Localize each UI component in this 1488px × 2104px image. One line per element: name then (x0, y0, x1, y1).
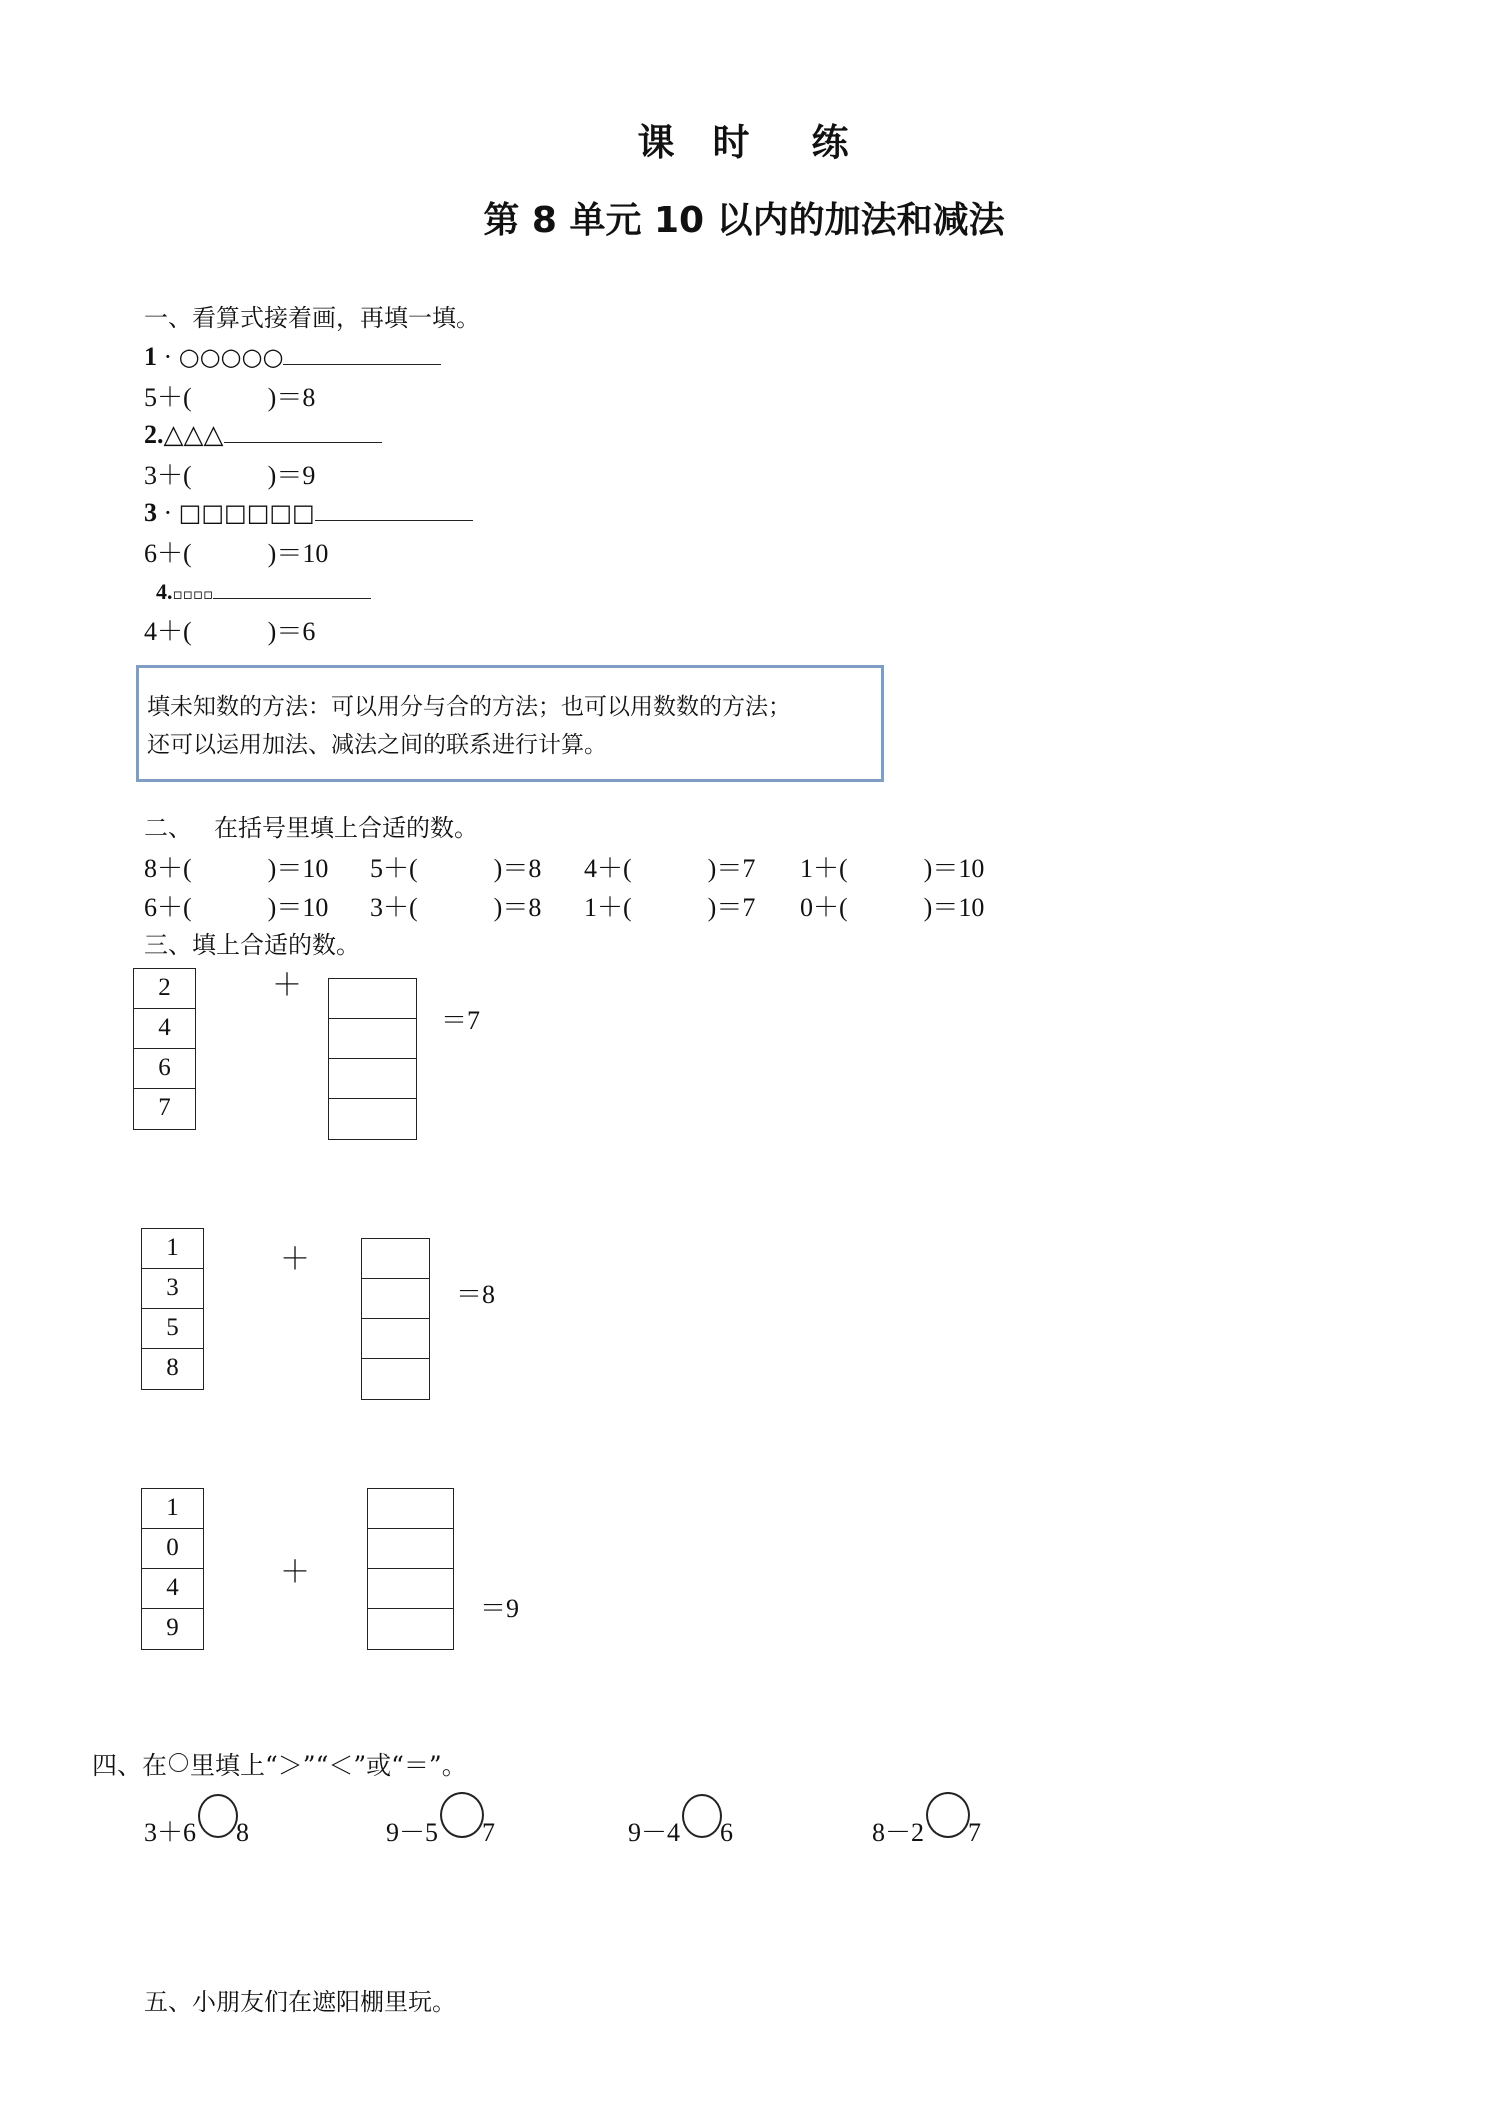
shapes: ○○○○○ (178, 343, 284, 371)
s1-item2-equation (144, 455, 315, 492)
heading-prefix: 二、 (144, 814, 192, 842)
shapes: □□□□□□ (178, 499, 315, 527)
s2-eq: 3＋( )＝8 (370, 893, 542, 922)
plus-sign: ＋ (280, 1556, 310, 1589)
page-title (0, 112, 1488, 166)
s1-item2-draw (144, 416, 382, 450)
plus-sign: ＋ (272, 969, 302, 1002)
shapes: △△△ (163, 420, 224, 450)
equation-left: 5＋( (144, 383, 192, 412)
number-column (141, 1488, 204, 1650)
answer-cell[interactable] (362, 1279, 429, 1319)
s1-item1-draw (144, 338, 441, 372)
tip-line-1: 填未知数的方法：可以用分与合的方法；也可以用数数的方法； (147, 694, 791, 720)
number-cell: 3 (142, 1269, 203, 1309)
equation-right: )＝8 (267, 383, 316, 412)
method-tip-box (136, 665, 884, 782)
section5-heading: 五、小朋友们在遮阳棚里玩。 (144, 1988, 456, 2016)
number-column (133, 968, 196, 1130)
equation-left: 4＋( (144, 617, 192, 646)
answer-column (361, 1238, 430, 1400)
answer-cell[interactable] (329, 1019, 416, 1059)
compare-left: 8－2 (872, 1818, 925, 1847)
item-number: 1 (144, 342, 157, 371)
s2-eq: 1＋( )＝7 (584, 893, 756, 922)
s1-item4-draw (156, 572, 371, 606)
drawing-blank[interactable] (213, 572, 371, 599)
shapes: ▫▫▫▫ (172, 585, 214, 603)
s1-item1-equation (144, 377, 315, 414)
section2-heading (144, 808, 478, 843)
number-cell: 1 (142, 1229, 203, 1269)
answer-cell[interactable] (368, 1569, 453, 1609)
section4-heading (92, 1746, 467, 1782)
item-number: 4. (156, 579, 173, 604)
section1-heading: 一、看算式接着画，再填一填。 (144, 304, 480, 332)
number-cell: 2 (134, 969, 195, 1009)
number-cell: 8 (166, 1354, 179, 1381)
number-cell: 4 (134, 1009, 195, 1049)
compare-right: 6 (720, 1818, 734, 1847)
number-column (141, 1228, 204, 1390)
answer-cell[interactable] (329, 1099, 416, 1139)
item-number: 3 (144, 498, 157, 527)
compare-right: 7 (968, 1818, 982, 1847)
s1-item3-equation (144, 533, 328, 570)
s1-item3-draw (144, 494, 473, 528)
answer-cell[interactable] (368, 1529, 453, 1569)
compare-circle[interactable] (440, 1792, 484, 1838)
answer-cell[interactable] (362, 1239, 429, 1279)
group-result: ＝8 (456, 1280, 496, 1309)
compare-right: 8 (236, 1818, 250, 1847)
answer-cell[interactable] (362, 1319, 429, 1359)
item-number: 2. (144, 420, 164, 449)
answer-column (328, 978, 417, 1140)
number-cell: 5 (142, 1309, 203, 1349)
s1-item4-equation (144, 611, 315, 648)
title-char: 时 (712, 121, 752, 164)
compare-left: 9－4 (628, 1818, 681, 1847)
number-cell: 7 (158, 1094, 171, 1121)
compare-circle[interactable] (682, 1794, 722, 1838)
s2-eq: 4＋( )＝7 (584, 854, 756, 883)
compare-left: 3＋6 (144, 1818, 197, 1847)
number-cell: 0 (142, 1529, 203, 1569)
plus-sign: ＋ (280, 1243, 310, 1276)
compare-right: 7 (482, 1818, 496, 1847)
s2-eq: 0＋( )＝10 (800, 893, 985, 922)
number-cell: 9 (166, 1614, 179, 1641)
heading-text: 在括号里填上合适的数。 (214, 814, 478, 842)
answer-cell[interactable] (329, 1059, 416, 1099)
equation-left: 6＋( (144, 539, 192, 568)
answer-cell[interactable] (362, 1359, 429, 1399)
answer-cell[interactable] (329, 979, 416, 1019)
s2-eq: 5＋( )＝8 (370, 854, 542, 883)
drawing-blank[interactable] (315, 494, 473, 521)
number-cell: 6 (134, 1049, 195, 1089)
small-circle-icon (169, 1753, 188, 1772)
group-result: ＝9 (480, 1594, 520, 1623)
s2-eq: 6＋( )＝10 (144, 893, 329, 922)
answer-cell[interactable] (368, 1609, 453, 1649)
equation-right: )＝9 (267, 461, 316, 490)
unit-subtitle: 第 8 单元 10 以内的加法和减法 (483, 200, 1005, 241)
item-sep: · (163, 498, 173, 527)
equation-left: 3＋( (144, 461, 192, 490)
drawing-blank[interactable] (224, 416, 382, 443)
heading-part: 里填上“＞”“＜”或“＝”。 (190, 1751, 467, 1780)
heading-part: 四、在 (92, 1751, 168, 1780)
drawing-blank[interactable] (283, 338, 441, 365)
tip-line-2: 还可以运用加法、减法之间的联系进行计算。 (147, 732, 607, 758)
answer-cell[interactable] (368, 1489, 453, 1529)
compare-circle[interactable] (926, 1792, 970, 1838)
equation-right: )＝6 (267, 617, 316, 646)
number-cell: 1 (142, 1489, 203, 1529)
compare-circle[interactable] (198, 1794, 238, 1838)
group-result: ＝7 (441, 1006, 481, 1035)
item-sep: · (163, 342, 173, 371)
number-cell: 4 (142, 1569, 203, 1609)
section3-heading: 三、填上合适的数。 (144, 931, 360, 959)
answer-column (367, 1488, 454, 1650)
compare-left: 9－5 (386, 1818, 439, 1847)
title-char: 课 (637, 121, 677, 164)
s2-eq: 1＋( )＝10 (800, 854, 985, 883)
equation-right: )＝10 (267, 539, 329, 568)
title-char: 练 (811, 121, 851, 164)
s2-eq: 8＋( )＝10 (144, 854, 329, 883)
